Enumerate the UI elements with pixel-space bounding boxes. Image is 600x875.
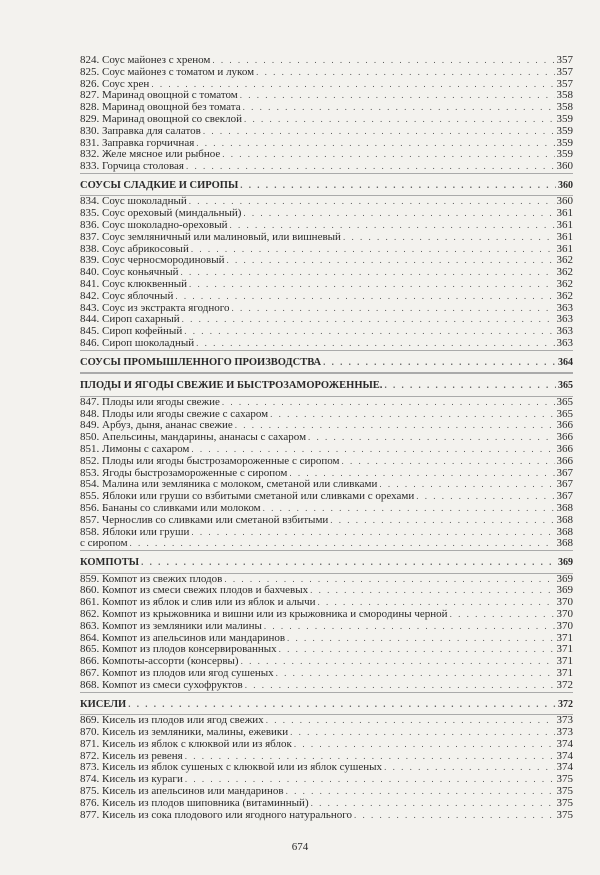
toc-entry-page: 367: [556, 466, 573, 479]
toc-entry-title: Соус ореховый (миндальный): [102, 207, 242, 220]
toc-section-header: [80, 173, 573, 197]
toc-entry-title: Компот из земляники или малины: [102, 619, 262, 632]
dot-leader: [290, 727, 554, 739]
toc-entry-number: 876.: [80, 796, 100, 809]
toc-entry-page: 360: [556, 195, 573, 208]
toc-entry-number: 868.: [80, 678, 100, 691]
toc-entry-number: 846.: [80, 337, 100, 350]
toc-entry-title: Кисель из плодов или ягод свежих: [102, 714, 264, 727]
toc-entry-title: Компот из крыжовника и вишни или из крыжовника и смородины черной: [102, 608, 448, 621]
toc-entry-label: [80, 161, 184, 173]
dot-leader: [241, 656, 555, 668]
toc-entry-title: Компоты-ассорти (консервы): [102, 655, 239, 668]
toc-entry-number: 843.: [80, 301, 100, 314]
toc-entry-title: Яблоки или груши: [102, 525, 190, 538]
toc-entry-number: 860.: [80, 584, 100, 597]
toc-entry-title: Яблоки или груши со взбитыми сметаной или сливками с орехами: [102, 490, 415, 503]
toc-entry-title: Компот из яблок и слив или из яблок и алычи: [102, 596, 316, 609]
toc-entry-number: 851.: [80, 443, 100, 456]
page-number: 674: [291, 841, 309, 853]
toc-entry-title: Желе мясное или рыбное: [102, 148, 221, 161]
toc-entry-number: 870.: [80, 725, 100, 738]
dot-leader: [308, 432, 554, 444]
toc-entry-page: 365: [558, 380, 573, 392]
toc-entry-number: 865.: [80, 643, 100, 656]
dot-leader: [343, 232, 555, 244]
toc-entry-number: 858.: [80, 525, 100, 538]
toc-entry-number: 866.: [80, 655, 100, 668]
toc-entry-page: 360: [556, 160, 573, 173]
toc-entry-number: 853.: [80, 466, 100, 479]
toc-entry-number: 834.: [80, 195, 100, 208]
toc-entry-page: 359: [556, 112, 573, 125]
toc-entry-title: Лимоны с сахаром: [102, 443, 190, 456]
toc-entry-number: 855.: [80, 490, 100, 503]
dot-leader: [243, 102, 555, 114]
toc-entry-page: 364: [558, 356, 573, 368]
toc-entry-number: 845.: [80, 325, 100, 338]
toc-entry-label: [80, 338, 194, 350]
toc-entry-page: 368: [556, 502, 573, 514]
dot-leader: [212, 55, 554, 67]
toc-entry-title: с сиропом: [80, 537, 128, 550]
dot-leader: [203, 126, 555, 138]
toc-entry-number: 854.: [80, 478, 100, 491]
toc-entry-number: 857.: [80, 513, 100, 526]
toc-entry-page: 366: [556, 419, 573, 432]
toc-entry-page: 368: [556, 525, 573, 538]
toc-section-header: [80, 692, 573, 716]
toc-entry-title: Компот из свежих плодов: [102, 572, 223, 585]
toc-entry-title: Соус земляничный или малиновый, или вишневый: [102, 230, 341, 243]
toc-entry-page: 370: [556, 619, 573, 632]
toc-entry-page: 366: [556, 431, 573, 444]
toc-entry-number: 835.: [80, 207, 100, 220]
dot-leader: [310, 585, 554, 597]
toc-entry-page: 375: [556, 808, 573, 821]
toc-entry-label: [80, 551, 139, 575]
toc-entry-title: Горчица столовая: [102, 160, 184, 173]
toc-entry-title: Арбуз, дыня, ананас свежие: [102, 419, 233, 432]
toc-entry: [80, 338, 573, 350]
dot-leader: [141, 551, 556, 575]
toc-entry-number: 849.: [80, 419, 100, 432]
dot-leader: [256, 67, 554, 79]
toc-entry-title: Соус клюквенный: [102, 278, 188, 291]
dot-leader: [191, 244, 555, 256]
dot-leader: [191, 527, 554, 539]
dot-leader: [244, 114, 554, 126]
dot-leader: [450, 609, 555, 621]
dot-leader: [227, 255, 555, 267]
dot-leader: [196, 138, 554, 150]
toc-entry-number: 824.: [80, 54, 100, 66]
dot-leader: [186, 161, 555, 173]
toc-entry-page: 361: [556, 207, 573, 220]
toc-entry-number: 831.: [80, 136, 100, 149]
toc-entry-number: 827.: [80, 89, 100, 102]
toc-entry-number: 852.: [80, 454, 100, 467]
toc-entry-page: 372: [556, 678, 573, 691]
toc-entry-title: Плоды или ягоды свежие: [102, 395, 220, 408]
dot-leader: [384, 374, 556, 398]
toc-entry-number: 864.: [80, 631, 100, 644]
toc-entry-page: 371: [556, 643, 573, 656]
toc-entry-number: 842.: [80, 289, 100, 302]
toc-entry-page: 359: [556, 136, 573, 149]
toc-entry-number: 847.: [80, 395, 100, 408]
toc-entry-page: 359: [556, 148, 573, 161]
toc-entry-title: Компот из плодов консервированных: [102, 643, 277, 656]
toc-entry-page: 361: [556, 242, 573, 255]
dot-leader: [189, 279, 554, 291]
toc-section-header: [80, 373, 573, 397]
toc-entry-title: Плоды или ягоды быстрозамороженные с сиропом: [102, 454, 340, 467]
toc-entry-number: 867.: [80, 667, 100, 680]
toc-entry-title: ПЛОДЫ И ЯГОДЫ СВЕЖИЕ И БЫСТРОЗАМОРОЖЕННЫЕ.: [80, 380, 383, 392]
toc-entry-number: 839.: [80, 254, 100, 267]
toc-section-header: [80, 350, 573, 374]
toc-entry-title: Соус коньячный: [102, 266, 179, 279]
toc-entry-page: 371: [556, 631, 573, 644]
toc-entry-page: 369: [556, 572, 573, 585]
toc-entry-label: [80, 351, 321, 375]
toc-entry-page: 375: [556, 784, 573, 797]
dot-leader: [294, 739, 555, 751]
toc-entry-number: 863.: [80, 619, 100, 632]
dot-leader: [175, 291, 554, 303]
toc-entry-page: 365: [556, 407, 573, 420]
toc-entry-number: 829.: [80, 112, 100, 125]
toc-entry-title: Заправка горчичная: [102, 136, 195, 149]
toc-entry-title: Соус черносмородиновый: [102, 254, 225, 267]
toc-entry-title: Кисель из плодов шиповника (витаминный): [102, 796, 309, 809]
toc-entry-number: 844.: [80, 313, 100, 326]
toc-entry-page: 358: [556, 101, 573, 114]
toc-entry: [80, 538, 573, 550]
toc-entry-title: Кисель из сока плодового или ягодного натурального: [102, 808, 353, 821]
toc-entry-title: Кисель из яблок сушеных с клюквой или из яблок сушеных: [102, 761, 383, 774]
toc-entry-title: Компот из смеси сухофруктов: [102, 678, 243, 691]
toc-entry-page: 360: [558, 179, 573, 191]
toc-entry-number: 875.: [80, 784, 100, 797]
toc-entry-title: Компот из плодов или ягод сушеных: [102, 667, 274, 680]
toc-entry-number: 872.: [80, 749, 100, 762]
toc-entry-title: Кисель из апельсинов или мандаринов: [102, 784, 284, 797]
toc-entry-page: 371: [556, 667, 573, 680]
toc-entry-page: 358: [556, 89, 573, 102]
toc-entry-page: 368: [556, 537, 573, 550]
toc-entry-title: Сироп шоколадный: [102, 337, 195, 350]
toc-entry: [80, 527, 573, 539]
toc-entry-number: 841.: [80, 278, 100, 291]
dot-leader: [270, 409, 554, 421]
toc-entry-page: 359: [556, 124, 573, 137]
toc-entry-title: Сироп кофейный: [102, 325, 183, 338]
toc-entry-title: Соус шоколадный: [102, 195, 187, 208]
dot-leader: [264, 621, 555, 633]
dot-leader: [181, 267, 555, 279]
toc-entry-page: 370: [556, 608, 573, 621]
toc-entry-label: [80, 174, 238, 198]
dot-leader: [279, 644, 555, 656]
toc-entry-title: Плоды или ягоды свежие с сахаром: [102, 407, 269, 420]
toc-entry-label: [80, 810, 352, 822]
dot-leader: [243, 208, 554, 220]
dot-leader: [222, 149, 554, 161]
toc-entry-number: 836.: [80, 219, 100, 232]
toc-entry-page: 372: [558, 698, 573, 710]
toc-entry-number: 877.: [80, 808, 100, 821]
toc-entry-title: Бананы со сливками или молоком: [102, 502, 261, 514]
toc-entry-number: 848.: [80, 407, 100, 420]
toc-entry-page: 370: [556, 596, 573, 609]
toc-entry-title: Соус майонез с хреном: [102, 54, 211, 66]
toc-entry-page: 363: [556, 337, 573, 350]
dot-leader: [330, 515, 554, 527]
toc-entry-page: 371: [556, 655, 573, 668]
toc-entry-number: 869.: [80, 714, 100, 727]
toc-entry-page: 363: [556, 325, 573, 338]
dot-leader: [286, 786, 555, 798]
toc-entry-label: [80, 538, 128, 550]
toc-entry-title: Маринад овощной со свеклой: [102, 112, 243, 125]
toc-entry-title: Ягоды быстрозамороженные с сиропом: [102, 466, 288, 479]
toc-entry-number: 826.: [80, 77, 100, 90]
toc-entry-number: 828.: [80, 101, 100, 114]
toc-entry-page: 375: [556, 796, 573, 809]
toc-entry-title: Кисель из ревеня: [102, 749, 183, 762]
toc-entry-page: 361: [556, 230, 573, 243]
toc-entry-number: 861.: [80, 596, 100, 609]
toc-entry-page: 368: [556, 513, 573, 526]
toc-entry-title: Компот из смеси свежих плодов и бахчевых: [102, 584, 309, 597]
toc-entry-number: 832.: [80, 148, 100, 161]
dot-leader: [232, 303, 555, 315]
toc-entry-page: 374: [556, 749, 573, 762]
toc-entry-number: 850.: [80, 431, 100, 444]
toc-entry-page: 369: [556, 584, 573, 597]
toc-entry-number: 837.: [80, 230, 100, 243]
toc-entry-page: 366: [556, 454, 573, 467]
dot-leader: [128, 693, 556, 717]
dot-leader: [196, 338, 554, 350]
toc-entry-title: Соус майонез с томатом и луком: [102, 65, 255, 78]
toc-entry-number: 873.: [80, 761, 100, 774]
toc-entry-page: 374: [556, 761, 573, 774]
toc-entry-page: 357: [556, 65, 573, 78]
toc-entry-number: 830.: [80, 124, 100, 137]
dot-leader: [189, 196, 555, 208]
toc-entry-label: [80, 693, 126, 717]
toc-entry-page: 373: [556, 725, 573, 738]
toc-entry-page: 363: [556, 301, 573, 314]
toc-entry-title: Соус абрикосовый: [102, 242, 189, 255]
dot-leader: [240, 174, 556, 198]
dot-leader: [384, 762, 554, 774]
toc-entry-title: Кисель из кураги: [102, 773, 183, 786]
toc-entry-title: Малина или земляника с молоком, сметаной или сливками: [102, 478, 378, 491]
dot-leader: [276, 668, 555, 680]
toc-entry-page: 375: [556, 773, 573, 786]
dot-leader: [354, 810, 554, 822]
toc-entry-number: 871.: [80, 737, 100, 750]
toc-entry-page: 366: [556, 443, 573, 456]
toc-entry-page: 361: [556, 219, 573, 232]
toc-entry-number: 874.: [80, 773, 100, 786]
toc-entry-number: 840.: [80, 266, 100, 279]
toc-entry-number: 862.: [80, 608, 100, 621]
toc-entry-title: Чернослив со сливками или сметаной взбитыми: [102, 513, 329, 526]
toc-entry-page: 362: [556, 254, 573, 267]
dot-leader: [182, 314, 555, 326]
toc-entry-number: 859.: [80, 572, 100, 585]
toc-entry-page: 363: [556, 313, 573, 326]
toc-entry-page: 369: [558, 557, 573, 569]
toc-entry-title: Соус из экстракта ягодного: [102, 301, 230, 314]
toc-entry-title: Кисель из яблок с клюквой или из яблок: [102, 737, 292, 750]
toc-entry-page: 362: [556, 289, 573, 302]
dot-leader: [416, 491, 554, 503]
toc-entry-title: Соус шоколадно-ореховый: [102, 219, 228, 232]
toc-entry-page: 362: [556, 278, 573, 291]
toc-entry-title: КИСЕЛИ: [80, 698, 127, 710]
toc-entry-title: Маринад овощной без томата: [102, 101, 241, 114]
toc-entry-page: 367: [556, 490, 573, 503]
toc-entry-title: Соус хрен: [102, 77, 150, 90]
toc-entry-number: 825.: [80, 65, 100, 78]
dot-leader: [287, 633, 554, 645]
dot-leader: [323, 351, 556, 375]
toc-entry-page: 362: [556, 266, 573, 279]
dot-leader: [240, 90, 555, 102]
toc-section-header: [80, 550, 573, 574]
dot-leader: [222, 397, 555, 409]
toc-entry-label: [80, 680, 243, 692]
dot-leader: [245, 680, 555, 692]
dot-leader: [266, 715, 555, 727]
toc-entry-number: 833.: [80, 160, 100, 173]
toc-entry-page: 367: [556, 478, 573, 491]
toc-entry-title: Маринад овощной с томатом: [102, 89, 238, 102]
toc-entry-title: СОУСЫ ПРОМЫШЛЕННОГО ПРОИЗВОДСТВА: [80, 356, 322, 368]
toc-entry-page: 357: [556, 54, 573, 66]
table-of-contents: [80, 55, 573, 821]
toc-entry-title: Компот из апельсинов или мандаринов: [102, 631, 286, 644]
toc-entry-page: 374: [556, 737, 573, 750]
toc-entry-title: КОМПОТЫ: [80, 557, 140, 569]
dot-leader: [341, 456, 554, 468]
toc-entry-title: СОУСЫ СЛАДКИЕ И СИРОПЫ: [80, 179, 239, 191]
toc-entry-title: Заправка для салатов: [102, 124, 201, 137]
toc-entry-page: 373: [556, 714, 573, 727]
dot-leader: [184, 326, 554, 338]
toc-entry: [80, 810, 573, 822]
toc-entry: [80, 67, 573, 79]
toc-entry-title: Соус яблочный: [102, 289, 174, 302]
dot-leader: [130, 538, 555, 550]
toc-entry-title: Сироп сахарный: [102, 313, 180, 326]
toc-entry-number: 838.: [80, 242, 100, 255]
toc-entry: [80, 680, 573, 692]
toc-entry-title: Кисель из земляники, малины, ежевики: [102, 725, 289, 738]
toc-entry-label: [80, 374, 382, 398]
toc-entry-title: Апельсины, мандарины, ананасы с сахаром: [102, 431, 307, 444]
toc-entry-number: 856.: [80, 502, 100, 514]
toc-entry: [80, 161, 573, 173]
toc-entry-page: 357: [556, 77, 573, 90]
toc-entry-page: 365: [556, 395, 573, 408]
